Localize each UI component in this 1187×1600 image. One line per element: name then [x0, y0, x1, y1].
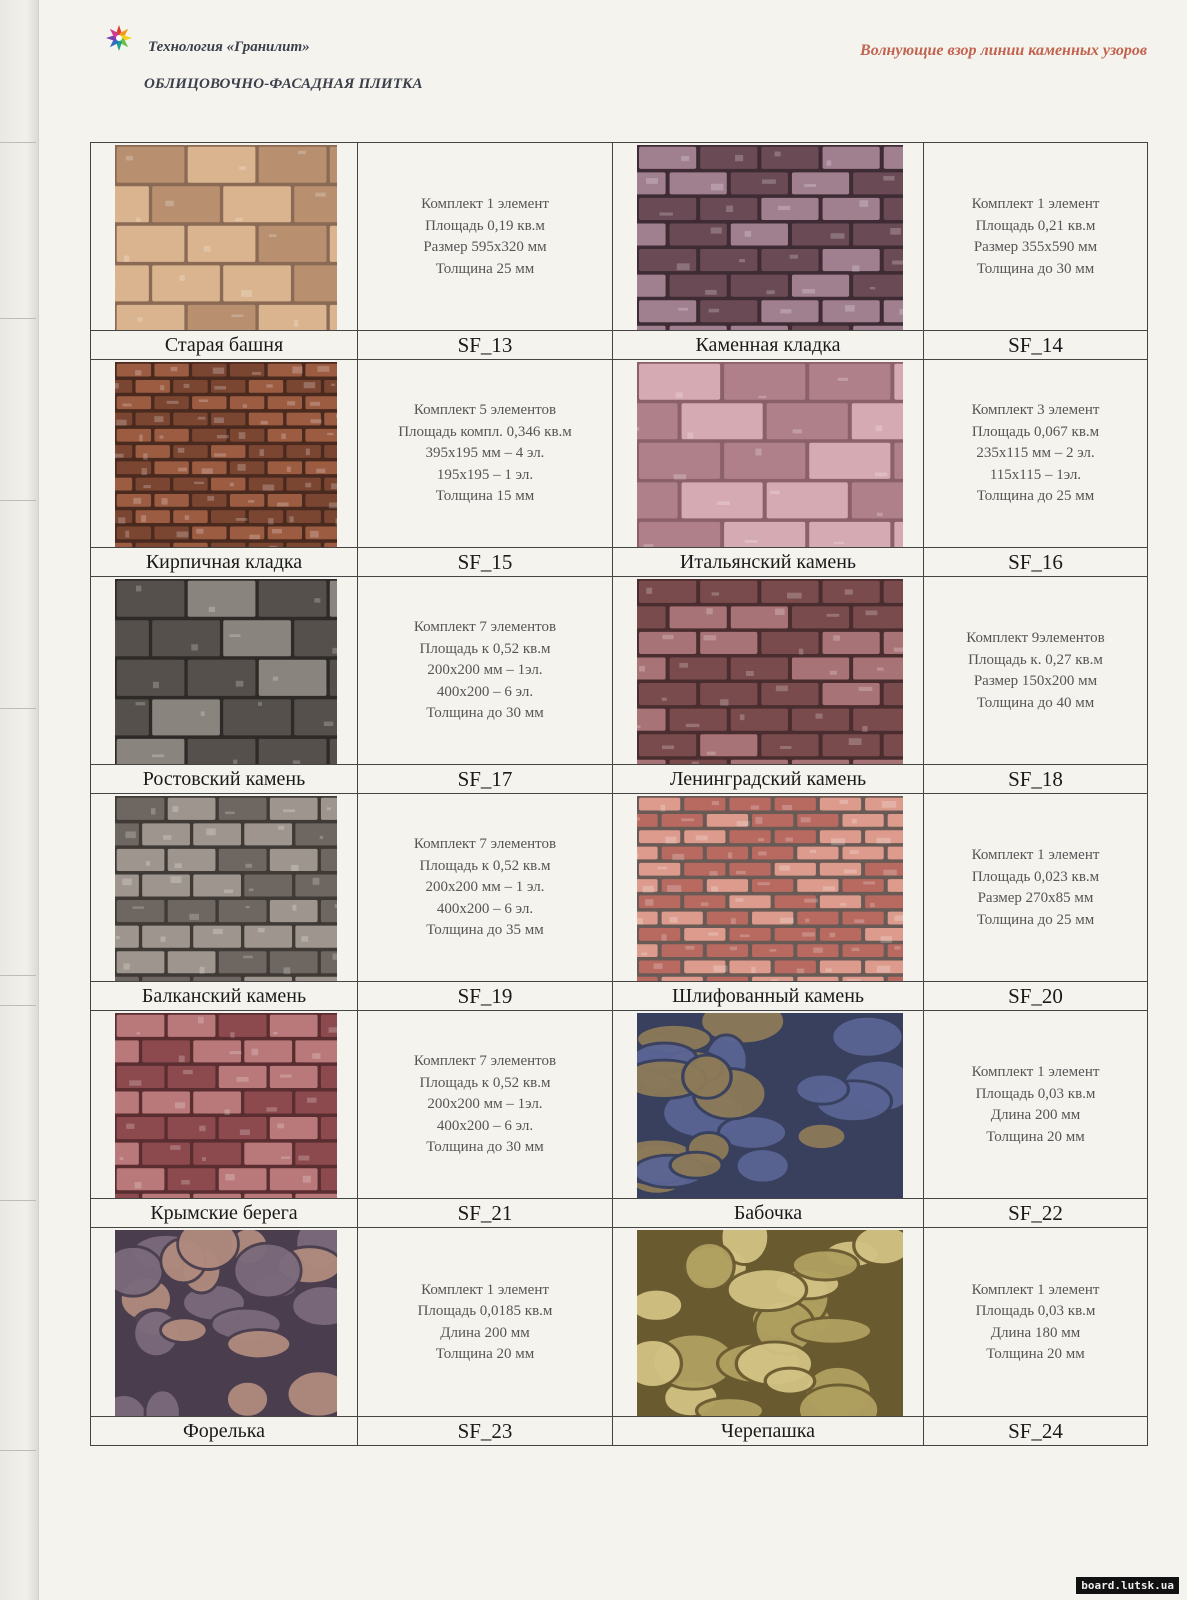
stone-texture-image: [115, 362, 337, 548]
product-spec-cell: [924, 577, 1147, 794]
product-name: Старая башня: [91, 330, 357, 359]
product-photo-cell: [91, 794, 358, 1011]
product-specs: [924, 577, 1147, 765]
product-catalog-table: [90, 142, 1148, 1446]
spec-line: Толщина до 30 мм: [976, 260, 1095, 277]
spec-line: Площадь к. 0,27 кв.м: [968, 651, 1103, 668]
watermark: board.lutsk.ua: [1076, 1577, 1179, 1594]
spec-line: Площадь 0,21 кв.м: [975, 217, 1096, 234]
spec-line: Площадь компл. 0,346 кв.м: [398, 423, 572, 440]
spec-line: Комплект 7 элементов: [413, 1053, 557, 1070]
spec-line: Размер 270х85 мм: [977, 890, 1094, 906]
granilit-logo-icon: [104, 23, 134, 53]
product-specs: [358, 360, 612, 548]
binding-rule: [0, 318, 36, 319]
stone-texture-image: [637, 145, 903, 331]
product-photo-cell: [613, 794, 924, 1011]
product-photo-cell: [613, 143, 924, 360]
spec-line: Толщина до 25 мм: [976, 488, 1095, 505]
spec-line: Площадь к 0,52 кв.м: [419, 857, 551, 874]
spec-line: Комплект 1 элемент: [421, 1281, 549, 1298]
spec-line: Комплект 5 элементов: [413, 402, 557, 419]
product-spec-cell: [358, 1228, 613, 1445]
spec-line: Комплект 1 элемент: [971, 1064, 1100, 1080]
product-specs: [358, 143, 612, 331]
product-photo-cell: [613, 360, 924, 577]
spec-line: Толщина 15 мм: [435, 488, 535, 505]
binding-rule: [0, 500, 36, 501]
product-specs: [358, 1011, 612, 1199]
spec-line: Толщина 20 мм: [986, 1128, 1085, 1145]
spec-line: Размер 355х590 мм: [973, 239, 1098, 255]
product-specs: [924, 1011, 1147, 1199]
stone-texture-image: [115, 1230, 337, 1417]
product-specs: [924, 360, 1147, 548]
product-spec-cell: [358, 794, 613, 1011]
product-spec-cell: [924, 1228, 1147, 1445]
product-name: Итальянский камень: [613, 547, 923, 576]
spec-line: Размер 150х200 мм: [973, 673, 1098, 689]
product-name: Бабочка: [613, 1198, 923, 1227]
product-photo-cell: [613, 577, 924, 794]
product-code: SF_24: [924, 1416, 1147, 1445]
brand-name: Технология «Гранилит»: [148, 39, 310, 55]
product-code: SF_18: [924, 764, 1147, 793]
spec-line: Длина 200 мм: [990, 1107, 1081, 1123]
spec-line: Площадь 0,023 кв.м: [971, 868, 1100, 885]
spec-line: Толщина до 35 мм: [426, 922, 544, 939]
product-name: Черепашка: [613, 1416, 923, 1445]
spec-line: Комплект 9элементов: [966, 630, 1105, 646]
spec-line: Толщина до 25 мм: [976, 911, 1095, 928]
binding-rule: [0, 1005, 36, 1006]
spec-line: Длина 180 мм: [990, 1324, 1081, 1341]
spec-line: Толщина до 30 мм: [426, 1139, 544, 1156]
spec-line: 400х200 – 6 эл.: [436, 900, 534, 917]
spec-line: Комплект 1 элемент: [971, 847, 1100, 863]
spec-line: 235х115 мм – 2 эл.: [976, 445, 1095, 462]
spec-line: 195х195 – 1 эл.: [436, 466, 534, 483]
product-code: SF_19: [358, 981, 612, 1010]
product-code: SF_22: [924, 1198, 1147, 1227]
product-name: Крымские берега: [91, 1198, 357, 1227]
product-specs: [358, 577, 612, 765]
product-code: SF_15: [358, 547, 612, 576]
spec-line: Площадь 0,03 кв.м: [975, 1303, 1096, 1319]
spec-line: Комплект 7 элементов: [413, 836, 557, 853]
section-title: ОБЛИЦОВОЧНО-ФАСАДНАЯ ПЛИТКА: [144, 76, 423, 92]
spec-line: 115х115 – 1эл.: [989, 466, 1082, 483]
product-specs: [358, 1228, 612, 1417]
product-spec-cell: [358, 1011, 613, 1228]
product-name: Балканский камень: [91, 981, 357, 1010]
spec-line: Длина 200 мм: [440, 1324, 530, 1341]
stone-texture-image: [637, 362, 903, 548]
product-spec-cell: [924, 143, 1147, 360]
stone-texture-image: [637, 796, 903, 982]
spec-line: Толщина до 40 мм: [976, 694, 1095, 711]
product-specs: [924, 794, 1147, 982]
product-photo-cell: [91, 1228, 358, 1445]
product-spec-cell: [358, 577, 613, 794]
stone-texture-image: [637, 1230, 903, 1417]
product-code: SF_14: [924, 330, 1147, 359]
spec-line: 400х200 – 6 эл.: [436, 683, 534, 700]
page-binding-edge: [0, 0, 39, 1600]
spec-line: Площадь к 0,52 кв.м: [419, 640, 551, 657]
product-spec-cell: [924, 1011, 1147, 1228]
product-photo-cell: [91, 1011, 358, 1228]
spec-line: 395х195 мм – 4 эл.: [425, 445, 545, 462]
product-photo-cell: [91, 143, 358, 360]
spec-line: Площадь к 0,52 кв.м: [419, 1074, 551, 1091]
product-code: SF_20: [924, 981, 1147, 1010]
product-code: SF_16: [924, 547, 1147, 576]
stone-texture-image: [637, 579, 903, 765]
spec-line: Площадь 0,067 кв.м: [971, 423, 1100, 440]
product-name: Форелька: [91, 1416, 357, 1445]
product-photo-cell: [613, 1228, 924, 1445]
spec-line: Комплект 7 элементов: [413, 619, 557, 636]
spec-line: Толщина 20 мм: [435, 1346, 535, 1362]
stone-texture-image: [115, 796, 337, 982]
product-name: Шлифованный камень: [613, 981, 923, 1010]
spec-line: 200х200 мм – 1 эл.: [425, 879, 545, 896]
product-name: Ленинградский камень: [613, 764, 923, 793]
spec-line: Площадь 0,03 кв.м: [975, 1085, 1096, 1102]
product-name: Ростовский камень: [91, 764, 357, 793]
product-name: Каменная кладка: [613, 330, 923, 359]
stone-texture-image: [115, 145, 337, 331]
product-spec-cell: [358, 143, 613, 360]
product-code: SF_13: [358, 330, 612, 359]
product-specs: [924, 1228, 1147, 1417]
product-photo-cell: [91, 360, 358, 577]
stone-texture-image: [637, 1013, 903, 1199]
spec-line: Комплект 1 элемент: [971, 196, 1100, 212]
product-photo-cell: [91, 577, 358, 794]
binding-rule: [0, 142, 36, 143]
spec-line: 200х200 мм – 1эл.: [427, 1096, 543, 1113]
spec-line: Комплект 1 элемент: [971, 1281, 1100, 1298]
product-code: SF_17: [358, 764, 612, 793]
spec-line: Размер 595х320 мм: [423, 239, 547, 255]
product-spec-cell: [924, 360, 1147, 577]
tagline: Волнующие взор линии каменных узоров: [860, 42, 1147, 59]
product-specs: [358, 794, 612, 982]
binding-rule: [0, 1200, 36, 1201]
spec-line: 400х200 – 6 эл.: [436, 1117, 534, 1134]
binding-rule: [0, 708, 36, 709]
stone-texture-image: [115, 1013, 337, 1199]
spec-line: Толщина до 30 мм: [426, 705, 544, 722]
spec-line: Комплект 1 элемент: [421, 196, 549, 212]
spec-line: Площадь 0,0185 кв.м: [417, 1303, 553, 1319]
spec-line: 200х200 мм – 1эл.: [427, 662, 543, 679]
product-name: Кирпичная кладка: [91, 547, 357, 576]
stone-texture-image: [115, 579, 337, 765]
binding-rule: [0, 975, 36, 976]
spec-line: Толщина 25 мм: [435, 260, 535, 277]
product-code: SF_21: [358, 1198, 612, 1227]
spec-line: Толщина 20 мм: [986, 1346, 1085, 1362]
product-specs: [924, 143, 1147, 331]
binding-rule: [0, 1450, 36, 1451]
product-code: SF_23: [358, 1416, 612, 1445]
spec-line: Площадь 0,19 кв.м: [425, 217, 545, 234]
spec-line: Комплект 3 элемент: [971, 402, 1100, 419]
product-spec-cell: [924, 794, 1147, 1011]
product-spec-cell: [358, 360, 613, 577]
product-photo-cell: [613, 1011, 924, 1228]
